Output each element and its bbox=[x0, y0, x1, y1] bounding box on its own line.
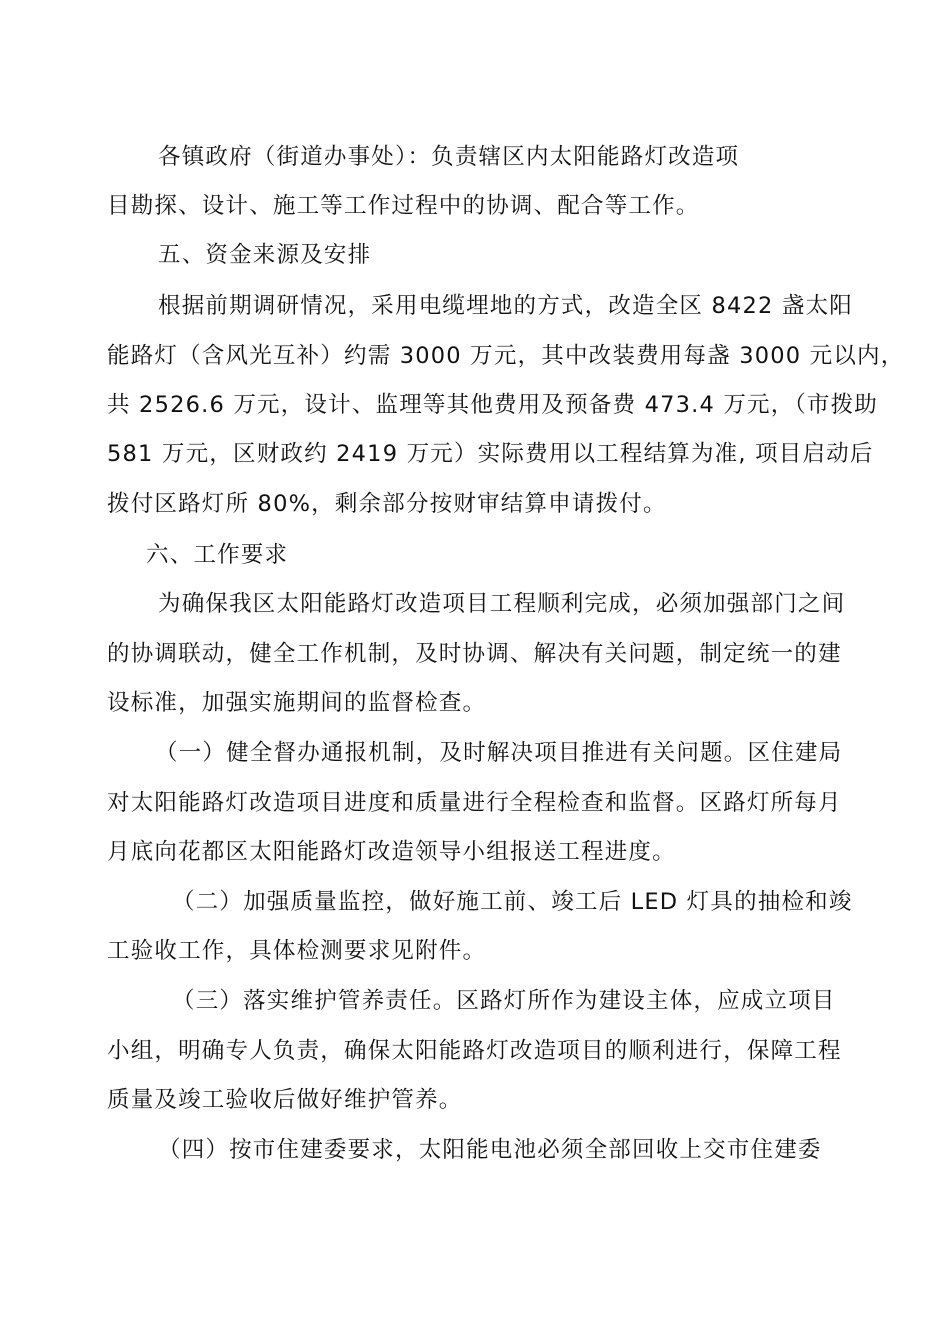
text-line: 工验收工作，具体检测要求见附件。 bbox=[107, 938, 487, 964]
text-line: 对太阳能路灯改造项目进度和质量进行全程检查和监督。区路灯所每月 bbox=[107, 790, 842, 816]
text-line: （二）加强质量监控，做好施工前、竣工后 LED 灯具的抽检和竣 bbox=[172, 889, 853, 915]
text-line: 设标准，加强实施期间的监督检查。 bbox=[107, 690, 487, 716]
text-line: （四）按市住建委要求，太阳能电池必须全部回收上交市住建委 bbox=[158, 1137, 822, 1163]
section-heading: 五、资金来源及安排 bbox=[158, 242, 372, 268]
text-line: 小组，明确专人负责，确保太阳能路灯改造项目的顺利进行，保障工程 bbox=[107, 1038, 842, 1064]
text-line: 拨付区路灯所 80%，剩余部分按财审结算申请拨付。 bbox=[107, 491, 667, 517]
text-line: 目勘探、设计、施工等工作过程中的协调、配合等工作。 bbox=[107, 193, 700, 219]
text-line: 的协调联动，健全工作机制，及时协调、解决有关问题，制定统一的建 bbox=[107, 641, 842, 667]
text-line: 为确保我区太阳能路灯改造项目工程顺利完成，必须加强部门之间 bbox=[158, 591, 846, 617]
text-line: （三）落实维护管养责任。区路灯所作为建设主体，应成立项目 bbox=[172, 988, 836, 1014]
text-line: 根据前期调研情况，采用电缆埋地的方式，改造全区 8422 盏太阳 bbox=[158, 293, 853, 319]
text-line: （一）健全督办通报机制，及时解决项目推进有关问题。区住建局 bbox=[155, 740, 843, 766]
text-line: 月底向花都区太阳能路灯改造领导小组报送工程进度。 bbox=[107, 839, 676, 865]
text-line: 各镇政府（街道办事处）：负责辖区内太阳能路灯改造项 bbox=[158, 144, 740, 170]
text-line: 能路灯（含风光互补）约需 3000 万元，其中改装费用每盏 3000 元以内， bbox=[107, 343, 905, 369]
text-line: 质量及竣工验收后做好维护管养。 bbox=[107, 1087, 463, 1113]
text-line: 581 万元，区财政约 2419 万元）实际费用以工程结算为准, 项目启动后 bbox=[107, 441, 874, 467]
text-line: 共 2526.6 万元，设计、监理等其他费用及预备费 473.4 万元，（市拨助 bbox=[107, 392, 879, 418]
section-heading: 六、工作要求 bbox=[146, 542, 289, 568]
